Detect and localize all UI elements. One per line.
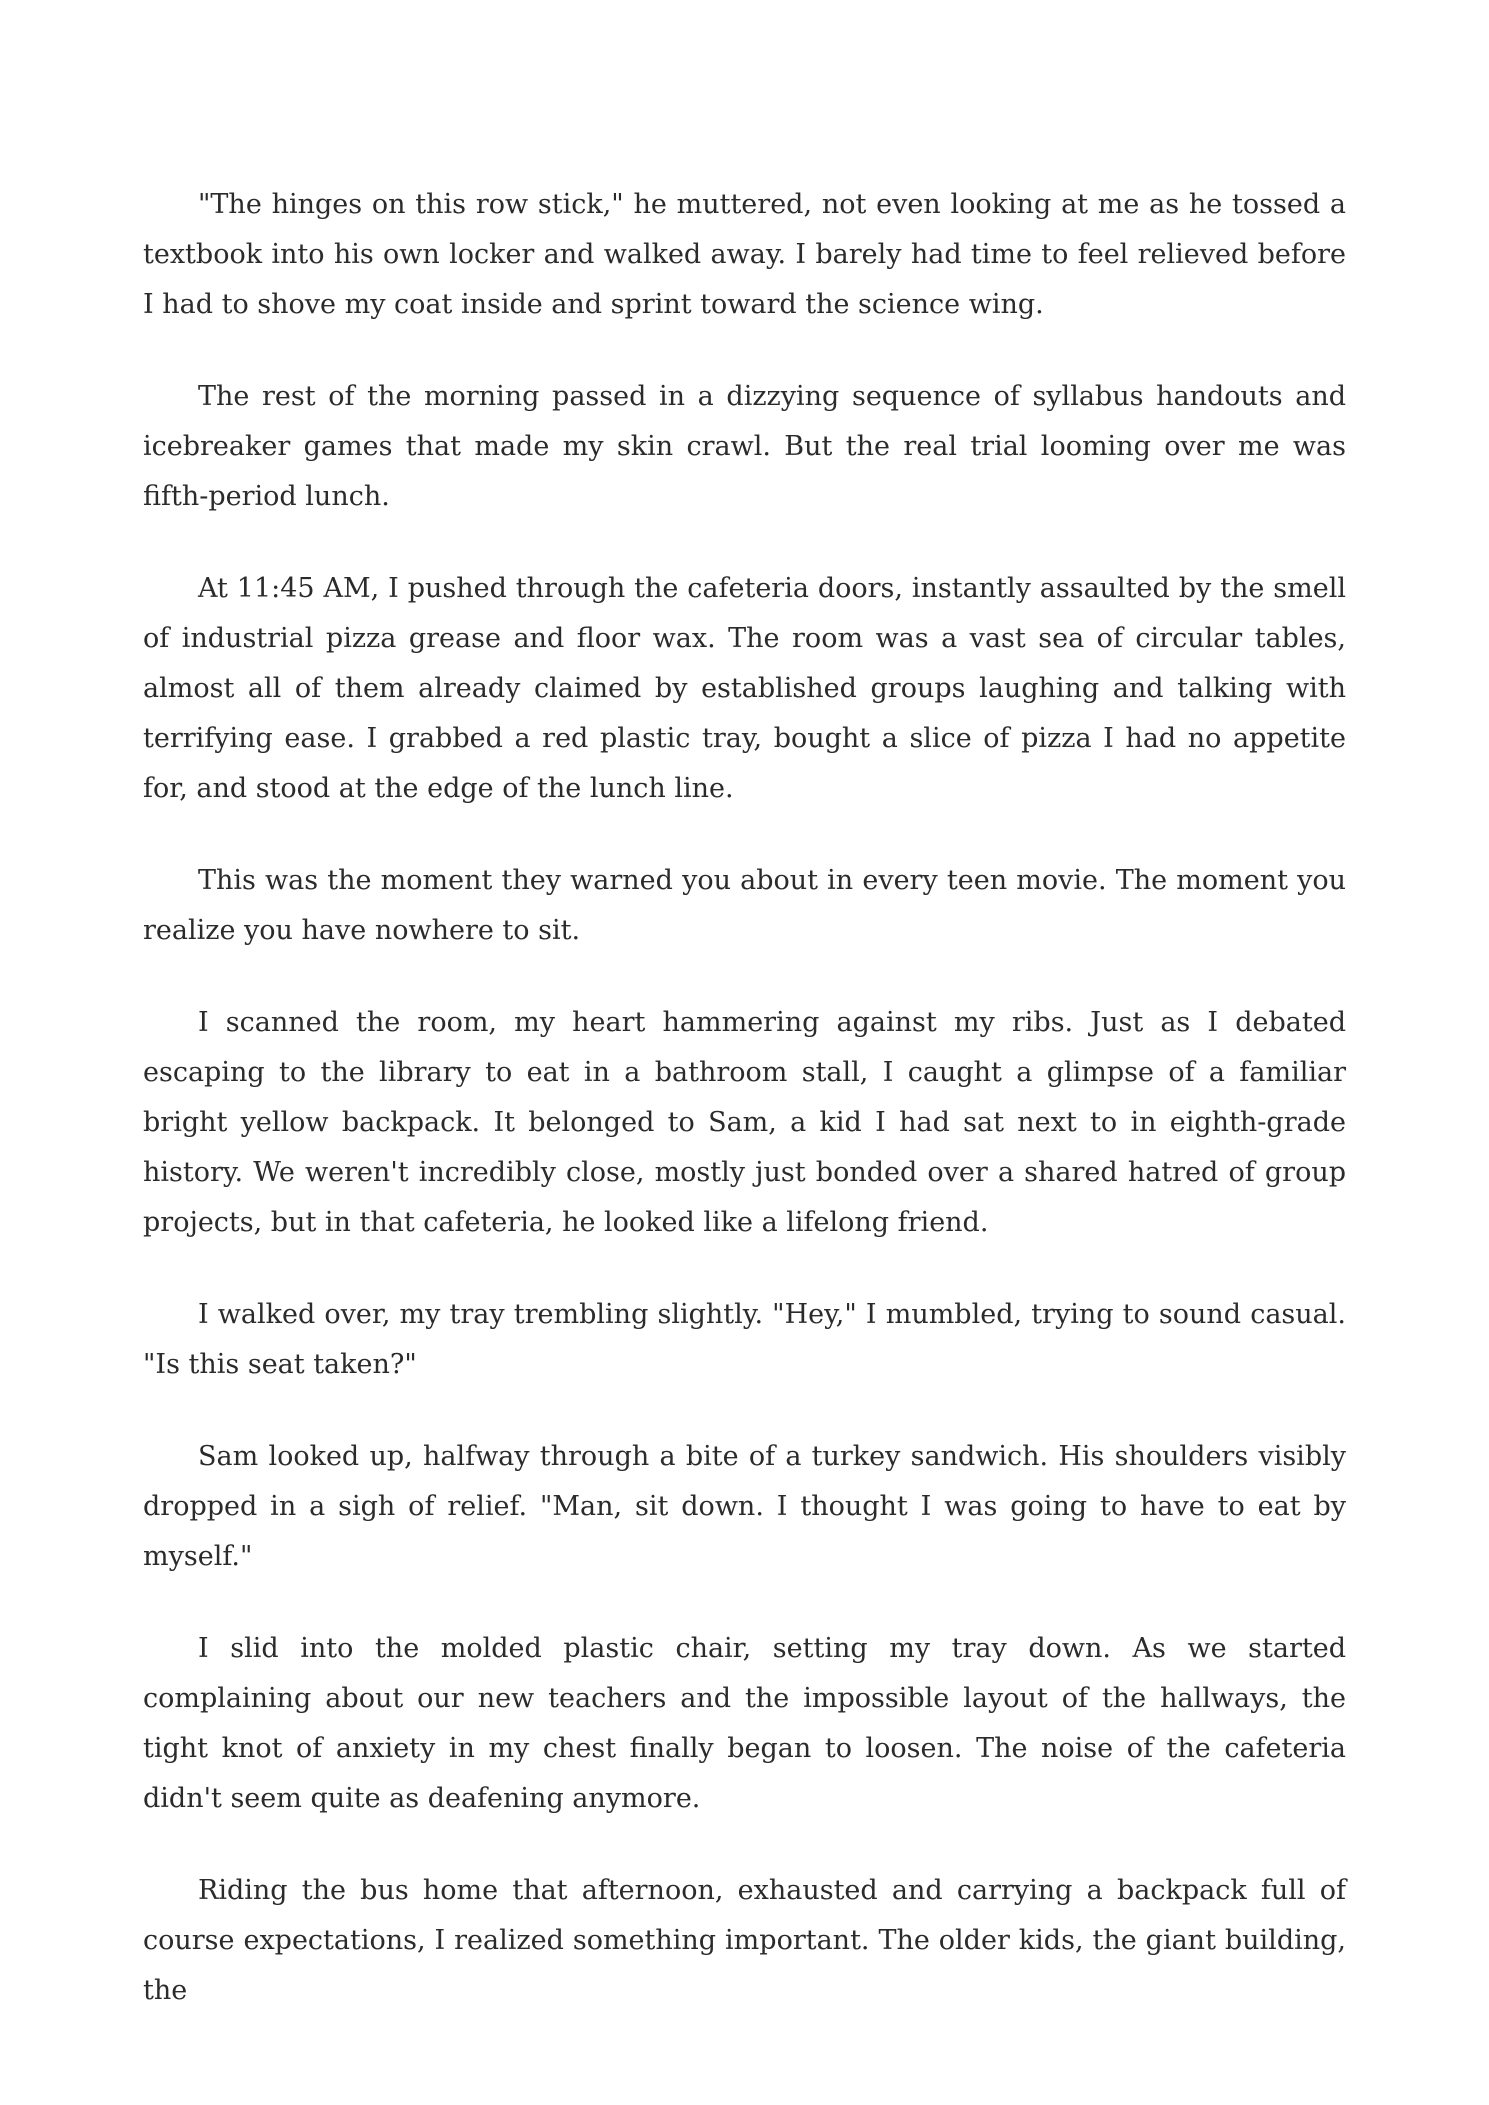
paragraph-scanned-room: I scanned the room, my heart hammering against my ribs. Just as I debated escaping to the library to eat in a bathroom stall, I caught a glimpse of a familiar bright yellow backpack. It belonged to Sam, a kid I had sat next to in eighth-grade history. We weren't incredibly close, mostly just bonded over a shared hatred of group projects, but in that cafeteria, he looked like a lifelong friend. bbox=[143, 1007, 1346, 1238]
paragraph-morning: The rest of the morning passed in a dizzying sequence of syllabus handouts and icebreaker games that made my skin crawl. But the real trial looming over me was fifth-period lunch. bbox=[143, 381, 1346, 512]
body-text bbox=[143, 180, 1346, 2016]
paragraph-sam-looked-up: Sam looked up, halfway through a bite of a turkey sandwich. His shoulders visibly dropped in a sigh of relief. "Man, sit down. I thought I was going to have to eat by myself." bbox=[143, 1441, 1346, 1572]
paragraph-teen-movie: This was the moment they warned you about in every teen movie. The moment you realize you have nowhere to sit. bbox=[143, 865, 1346, 946]
paragraph-slid-into-chair: I slid into the molded plastic chair, setting my tray down. As we started complaining about our new teachers and the impossible layout of the hallways, the tight knot of anxiety in my chest finally began to loosen. The noise of the cafeteria didn't seem quite as deafening anymore. bbox=[143, 1633, 1346, 1814]
paragraph-locker: "The hinges on this row stick," he muttered, not even looking at me as he tossed a textbook into his own locker and walked away. I barely had time to feel relieved before I had to shove my coat inside and sprint toward the science wing. bbox=[143, 189, 1346, 320]
paragraph-walked-over: I walked over, my tray trembling slightly. "Hey," I mumbled, trying to sound casual. "Is this seat taken?" bbox=[143, 1299, 1346, 1380]
paragraph-bus-home: Riding the bus home that afternoon, exhausted and carrying a backpack full of course expectations, I realized something important. The older kids, the giant building, the bbox=[143, 1875, 1346, 2006]
paragraph-cafeteria: At 11:45 AM, I pushed through the cafeteria doors, instantly assaulted by the smell of industrial pizza grease and floor wax. The room was a vast sea of circular tables, almost all of them already claimed by established groups laughing and talking with terrifying ease. I grabbed a red plastic tray, bought a slice of pizza I had no appetite for, and stood at the edge of the lunch line. bbox=[143, 573, 1346, 804]
